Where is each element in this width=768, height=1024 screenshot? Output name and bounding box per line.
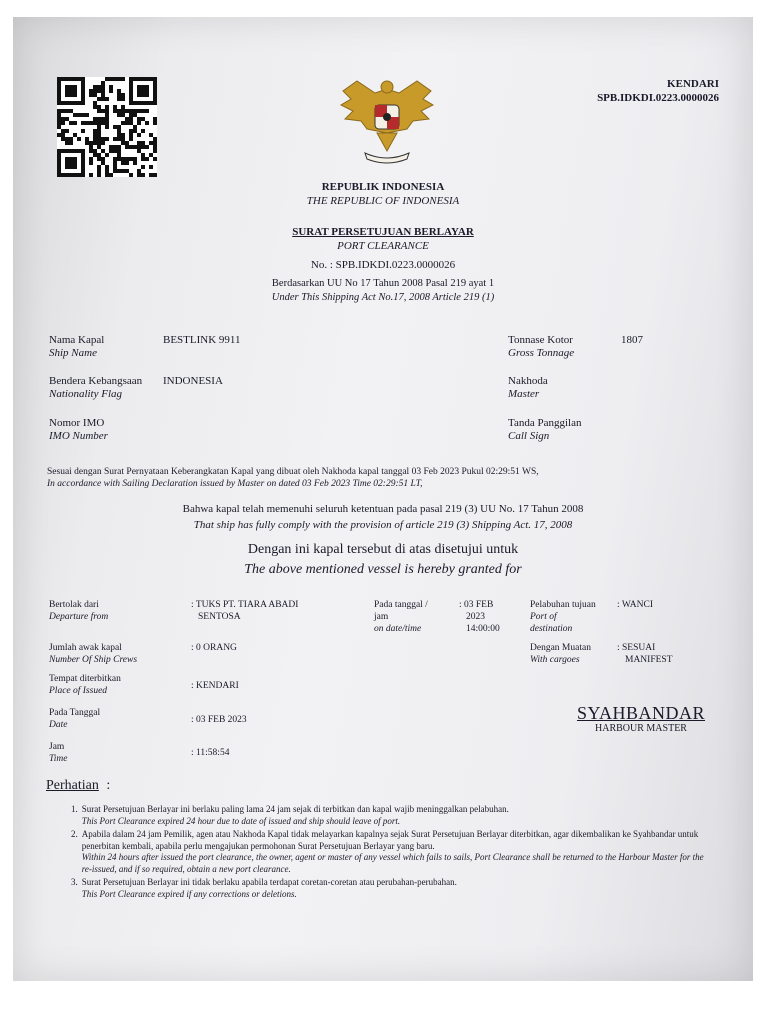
time-label: Jam Time — [49, 742, 68, 764]
note-item: 2. Apabila dalam 24 jam Pemilik, agen atau Nakhoda Kapal tidak melayarkan kapalnya sejak Surat Persetujuan Berlayar diterbitkan, agar dikembalikan ke Syahbandar untuk penerbitan kembali, apabila perlu mengajukan permohonan Surat Persetujuan Berlayar yang baru. Within 24 hours after issued the port clearance, the owner, agent or master of any vessel which fails to sails, Port Clearance shall be returned to the Harbour Master for the re-issued, and if so required, obtain a new port clearance. — [71, 829, 704, 874]
sailing-declaration-en: In accordance with Sailing Declaration issued by Master on dated 03 Feb 2023 Time 02:29:51 LT, — [47, 479, 423, 489]
destination-label: Pelabuhan tujuan Port of destination — [530, 600, 596, 634]
compliance-statement: Bahwa kapal telah memenuhi seluruh ketentuan pada pasal 219 (3) UU No. 17 Tahun 2008 — [182, 503, 584, 515]
flag-label: Bendera Kebangsaan Nationality Flag — [49, 375, 143, 400]
call-sign-label: Tanda Panggilan Call Sign — [508, 417, 582, 442]
place-issued-value: : KENDARI — [191, 681, 239, 691]
time-value: : 11:58:54 — [191, 748, 230, 758]
note-item: 3. Surat Persetujuan Berlayar ini tidak berlaku apabila terdapat coretan-coretan atau perubahan-perubahan. This Port Clearance expired if any corrections or deletions. — [71, 877, 457, 899]
departure-value: : TUKS PT. TIARA ABADI SENTOSA — [191, 600, 299, 622]
cargo-value: : SESUAI MANIFEST — [617, 643, 673, 665]
gross-tonnage-label: Tonnase Kotor Gross Tonnage — [508, 334, 575, 359]
notes-list — [71, 804, 711, 900]
cargo-label: Dengan Muatan With cargoes — [530, 643, 591, 665]
country-name: REPUBLIK INDONESIA — [321, 181, 445, 193]
crew-label: Jumlah awak kapal Number Of Ship Crews — [49, 643, 138, 665]
document-title-en: PORT CLEARANCE — [337, 240, 429, 252]
harbour-master-block — [541, 703, 741, 735]
legal-basis-en: Under This Shipping Act No.17, 2008 Article 219 (1) — [271, 292, 495, 303]
document-title: SURAT PERSETUJUAN BERLAYAR — [292, 226, 474, 238]
office-city: KENDARI — [667, 78, 719, 90]
place-issued-label: Tempat diterbitkan Place of Issued — [49, 674, 121, 696]
document-page — [13, 17, 753, 981]
imo-label: Nomor IMO IMO Number — [49, 417, 108, 442]
office-number: SPB.IDKDI.0223.0000026 — [597, 92, 719, 104]
grant-statement-en: The above mentioned vessel is hereby granted for — [244, 562, 522, 577]
legal-basis: Berdasarkan UU No 17 Tahun 2008 Pasal 219 ayat 1 — [271, 278, 495, 289]
grant-statement: Dengan ini kapal tersebut di atas disetujui untuk — [247, 542, 519, 557]
notes-heading: Perhatian : — [46, 778, 111, 793]
document-number: No. : SPB.IDKDI.0223.0000026 — [310, 259, 456, 271]
harbour-master-subtitle: HARBOUR MASTER — [595, 723, 687, 734]
country-name-en: THE REPUBLIC OF INDONESIA — [306, 195, 460, 207]
crew-value: : 0 ORANG — [191, 643, 237, 653]
sailing-declaration: Sesuai dengan Surat Pernyataan Keberangkatan Kapal yang dibuat oleh Nakhoda kapal tanggal 03 Feb 2023 Pukul 02:29:51 WS, — [47, 467, 539, 477]
garuda-emblem-icon — [337, 71, 437, 171]
departure-date-label: Pada tanggal / jam on date/time — [374, 600, 428, 634]
ship-name-label: Nama Kapal Ship Name — [49, 334, 105, 359]
departure-label: Bertolak dari Departure from — [49, 600, 109, 622]
qr-code — [57, 77, 157, 177]
issue-date-value: : 03 FEB 2023 — [191, 715, 247, 725]
destination-value: : WANCI — [617, 600, 653, 610]
flag-value: INDONESIA — [163, 375, 223, 387]
harbour-master-title: SYAHBANDAR — [576, 703, 706, 723]
note-item: 1. Surat Persetujuan Berlayar ini berlaku paling lama 24 jam sejak di terbitkan dan kapal wajib meninggalkan pelabuhan. This Port Clearance expired 24 hour due to date of issued and ship should leave of port. — [71, 804, 509, 826]
qr-code-image — [57, 77, 157, 177]
departure-date-value: : 03 FEB 2023 14:00:00 — [459, 600, 500, 634]
office-block — [597, 77, 719, 105]
master-label: Nakhoda Master — [508, 375, 548, 400]
compliance-statement-en: That ship has fully comply with the provision of article 219 (3) Shipping Act. 17, 2008 — [193, 519, 573, 531]
ship-name-value: BESTLINK 9911 — [163, 334, 241, 346]
issue-date-label: Pada Tanggal Date — [49, 708, 101, 730]
gross-tonnage-value: 1807 — [621, 334, 643, 346]
